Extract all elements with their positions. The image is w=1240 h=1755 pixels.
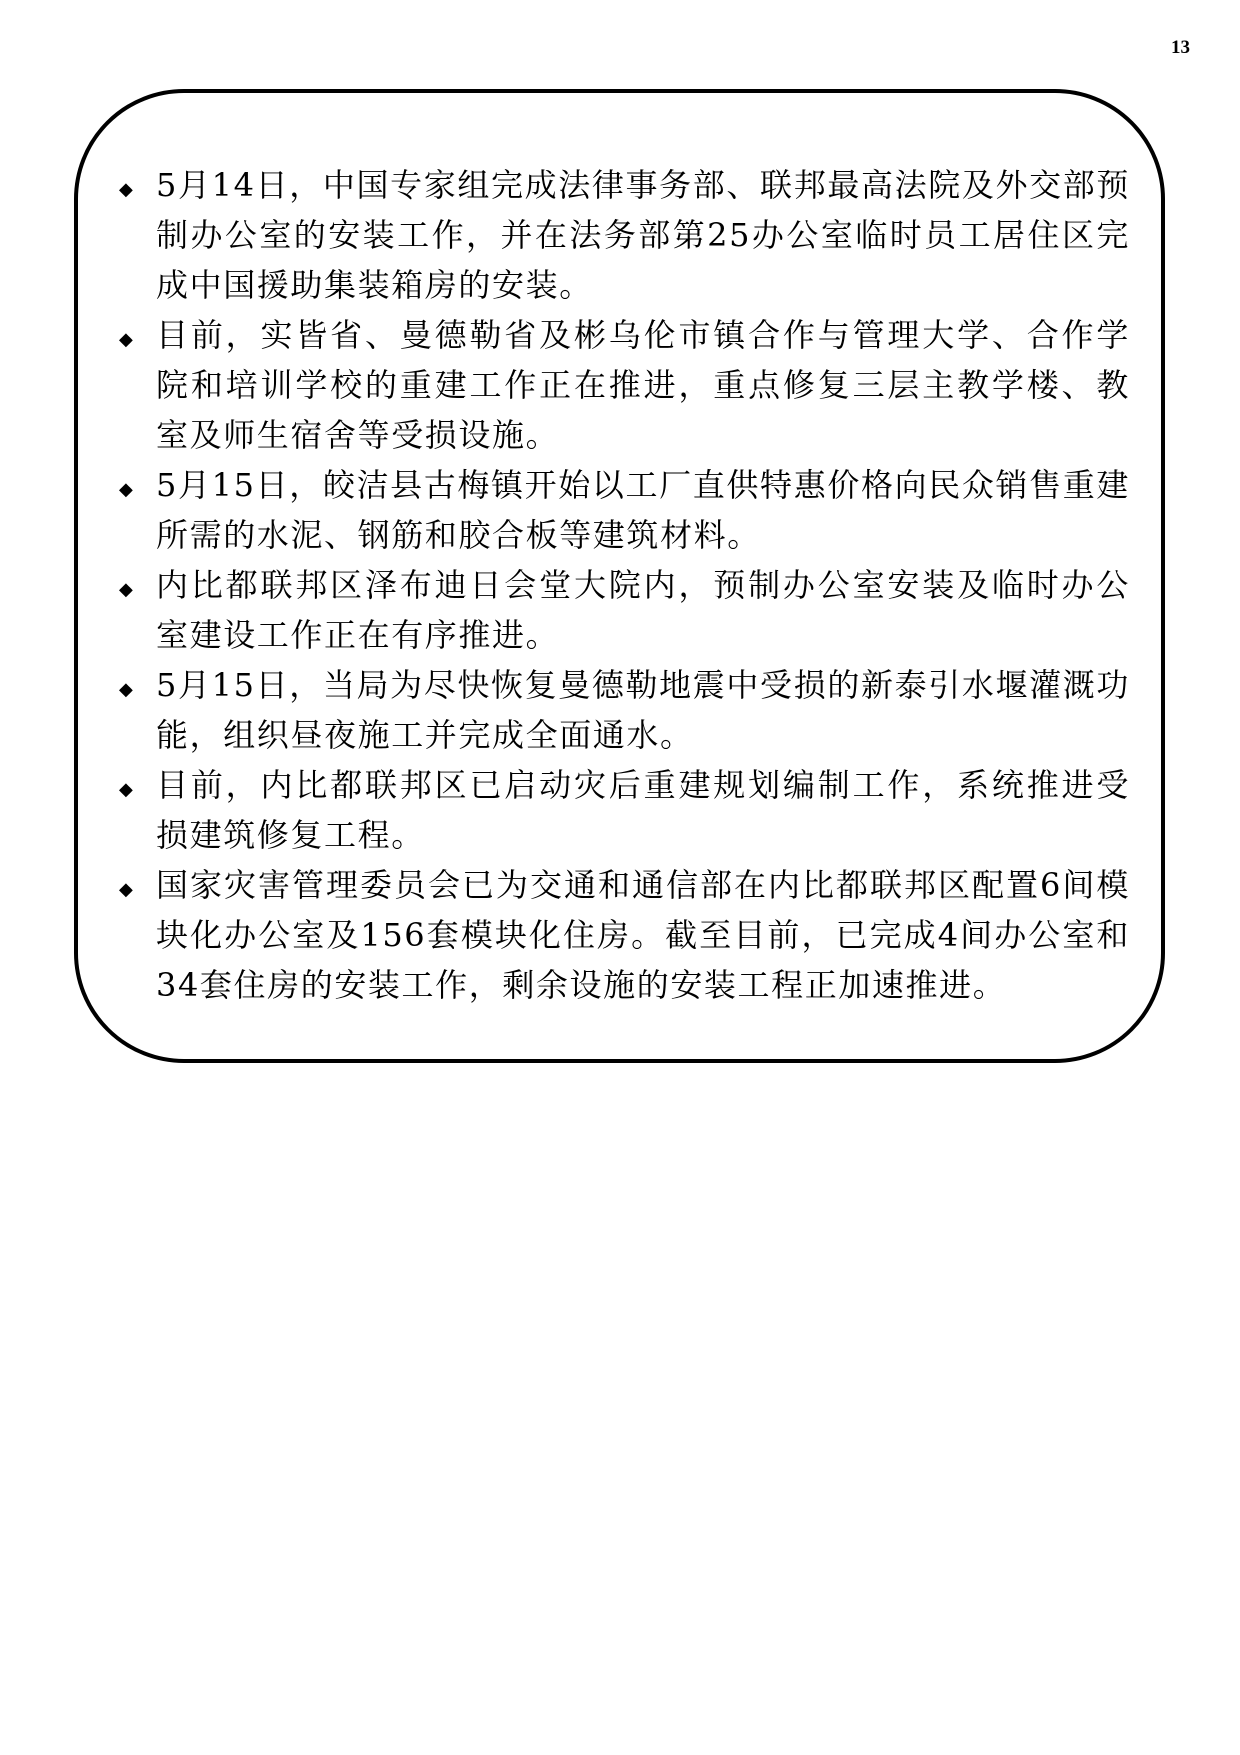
- list-item: [110, 660, 1130, 760]
- list-item: [110, 560, 1130, 660]
- diamond-bullet-icon: ◆: [119, 179, 135, 200]
- diamond-bullet-icon: ◆: [119, 329, 135, 350]
- list-item-text: 5月15日，皎洁县古梅镇开始以工厂直供特惠价格向民众销售重建所需的水泥、钢筋和胶合板等建筑材料。: [156, 466, 1130, 554]
- list-item: [110, 860, 1130, 1010]
- diamond-bullet-icon: ◆: [119, 479, 135, 500]
- diamond-bullet-icon: ◆: [119, 879, 135, 900]
- list-item-text: 5月15日，当局为尽快恢复曼德勒地震中受损的新泰引水堰灌溉功能，组织昼夜施工并完成全面通水。: [156, 666, 1130, 754]
- list-item: [110, 760, 1130, 860]
- bullet-list: [110, 160, 1130, 1010]
- diamond-bullet-icon: ◆: [119, 579, 135, 600]
- list-item-text: 国家灾害管理委员会已为交通和通信部在内比都联邦区配置6间模块化办公室及156套模块化住房。截至目前，已完成4间办公室和34套住房的安装工作，剩余设施的安装工程正加速推进。: [156, 866, 1130, 1004]
- list-item: [110, 310, 1130, 460]
- list-item-text: 5月14日，中国专家组完成法律事务部、联邦最高法院及外交部预制办公室的安装工作，并在法务部第25办公室临时员工居住区完成中国援助集装箱房的安装。: [156, 166, 1130, 304]
- list-item: [110, 460, 1130, 560]
- list-item-text: 目前，实皆省、曼德勒省及彬乌伦市镇合作与管理大学、合作学院和培训学校的重建工作正在推进，重点修复三层主教学楼、教室及师生宿舍等受损设施。: [156, 316, 1130, 454]
- list-item-text: 目前，内比都联邦区已启动灾后重建规划编制工作，系统推进受损建筑修复工程。: [156, 766, 1130, 854]
- diamond-bullet-icon: ◆: [119, 679, 135, 700]
- page-number: 13: [1171, 37, 1190, 58]
- diamond-bullet-icon: ◆: [119, 779, 135, 800]
- list-item: [110, 160, 1130, 310]
- list-item-text: 内比都联邦区泽布迪日会堂大院内，预制办公室安装及临时办公室建设工作正在有序推进。: [156, 566, 1130, 654]
